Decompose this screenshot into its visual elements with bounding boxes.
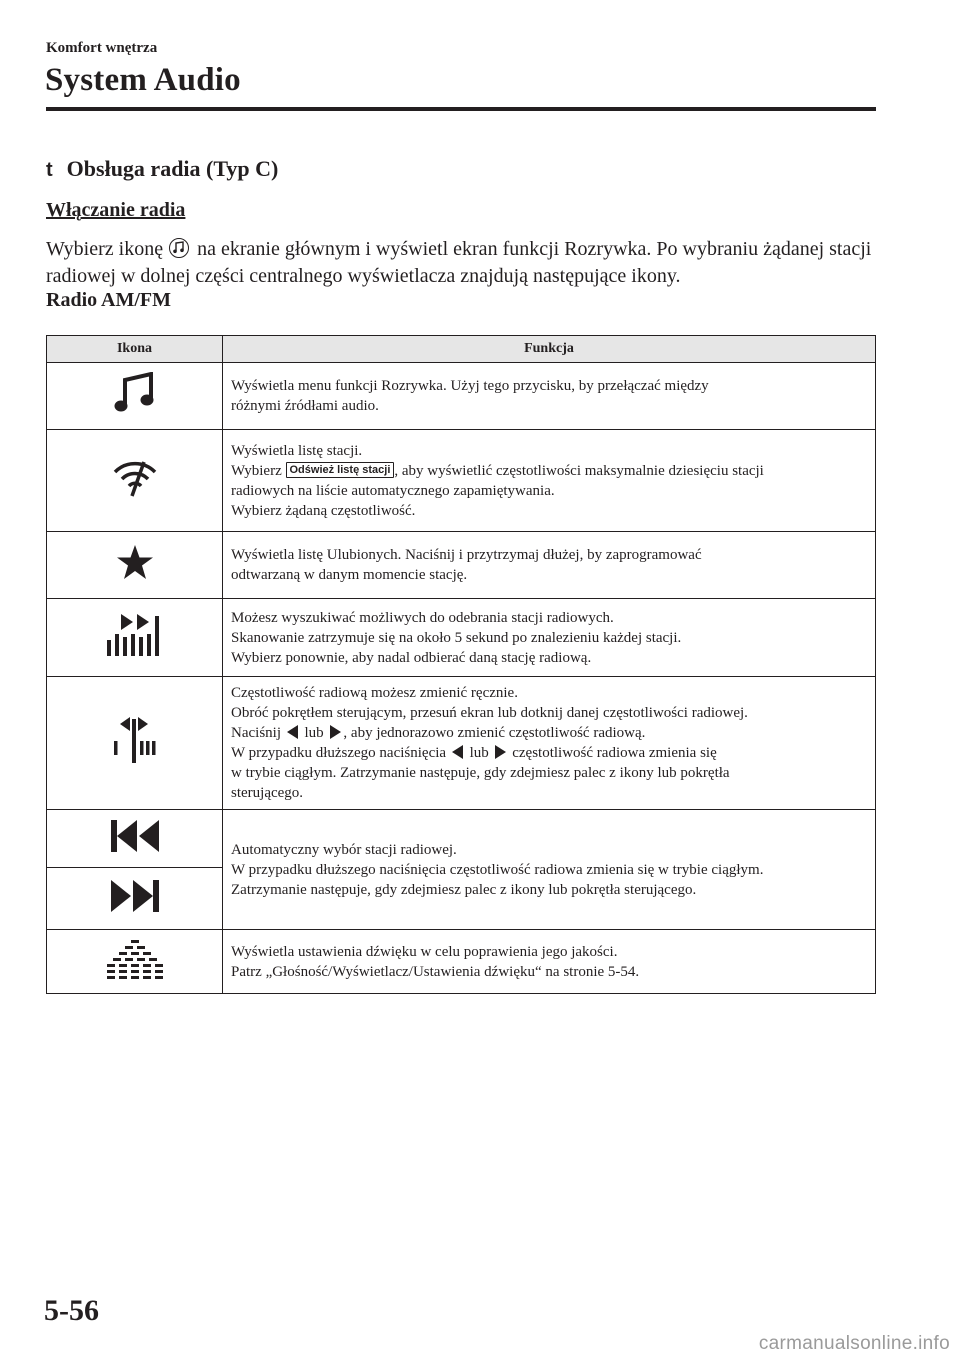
radio-signal-icon — [112, 458, 158, 498]
row-scan-line1: Możesz wyszukiwać możliwych do odebrania stacji radiowych. — [231, 609, 614, 626]
row-stations-line3: radiowych na liście automatycznego zapamiętywania. — [231, 482, 555, 499]
star-icon — [116, 544, 154, 580]
row-seek-line2: W przypadku dłuższego naciśnięcia częstotliwość radiowa zmienia się w trybie ciągłym. — [231, 861, 764, 878]
skip-previous-icon — [109, 818, 161, 854]
row-tune-line3b: lub — [304, 725, 324, 741]
row-tune-line4c: częstotliwość radiowa zmienia się — [512, 745, 717, 761]
scan-icon — [103, 612, 167, 658]
icon-function-table — [46, 335, 876, 994]
table-row — [47, 363, 876, 430]
refresh-station-list-button[interactable]: Odśwież listę stacji — [286, 462, 395, 478]
table-row — [47, 430, 876, 532]
row-stations-line1: Wyświetla listę stacji. — [231, 442, 363, 459]
chapter-title: System Audio — [45, 62, 241, 98]
row-scan-line3: Wybierz ponownie, aby nadal odbierać daną stację radiową. — [231, 649, 592, 666]
row-tune-line3a: Naciśnij — [231, 725, 281, 741]
row-tune-line5: w trybie ciągłym. Zatrzymanie następuje, gdy zdejmiesz palec z ikony lub pokrętła — [231, 765, 730, 781]
table-header-row — [47, 336, 876, 363]
row-favorites-line2: odtwarzaną w danym momencie stację. — [231, 567, 468, 583]
row-scan-line2: Skanowanie zatrzymuje się na około 5 sekund po znalezieniu każdej stacji. — [231, 629, 682, 646]
row-stations-line2a: Wybierz — [231, 462, 282, 479]
row-tune-line4b: lub — [469, 745, 489, 761]
row-sound-line1: Wyświetla ustawienia dźwięku w celu poprawienia jego jakości. — [231, 943, 618, 960]
row-stations-line2b: , aby wyświetlić częstotliwości maksymalnie dziesięciu stacji — [394, 462, 764, 479]
row-sound-line2: Patrz „Głośność/Wyświetlacz/Ustawienia dźwięku“ na stronie 5-54. — [231, 963, 640, 980]
table-row — [47, 532, 876, 599]
column-header-function: Funkcja — [223, 336, 876, 363]
table-row — [47, 810, 876, 868]
skip-next-icon — [109, 878, 161, 914]
header-divider — [46, 107, 876, 111]
intro-paragraph — [46, 236, 896, 290]
column-header-icon: Ikona — [47, 336, 223, 363]
section-title-text: Obsługa radia (Typ C) — [66, 156, 279, 181]
row-entertainment-line1: Wyświetla menu funkcji Rozrywka. Użyj tego przycisku, by przełączać między — [231, 378, 709, 394]
table-row — [47, 677, 876, 810]
table-row — [47, 930, 876, 994]
row-tune-line6: sterującego. — [231, 785, 304, 801]
row-entertainment-line2: różnymi źródłami audio. — [231, 398, 379, 414]
row-seek-line3: Zatrzymanie następuje, gdy zdejmiesz palec z ikony lub pokrętła sterującego. — [231, 881, 697, 898]
manual-tune-icon — [110, 715, 160, 765]
row-tune-line3c: , aby jednorazowo zmienić częstotliwość radiową. — [343, 725, 646, 741]
intro-text-2: na ekranie głównym i wyświetl ekran funkcji Rozrywka. Po wybraniu żądanej stacji radiowej w dolnej części centralnego wyświetlacza znajdują następujące ikony. — [46, 238, 872, 287]
section-title — [46, 156, 278, 182]
chapter-subtitle: Komfort wnętrza — [46, 40, 158, 56]
sound-settings-icon — [106, 938, 164, 980]
page-number: 5-56 — [44, 1294, 99, 1327]
subheading-radio-on: Włączanie radia — [46, 199, 186, 221]
table-row — [47, 599, 876, 677]
section-bullet: t — [46, 159, 53, 181]
intro-text-1: Wybierz ikonę — [46, 238, 164, 260]
triangle-left-icon — [287, 725, 299, 739]
triangle-right-icon — [329, 725, 341, 739]
row-favorites-line1: Wyświetla listę Ulubionych. Naciśnij i przytrzymaj dłużej, by zaprogramować — [231, 547, 702, 563]
row-tune-line2: Obróć pokrętłem sterującym, przesuń ekran lub dotknij danej częstotliwości radiowej. — [231, 705, 748, 721]
row-tune-line4a: W przypadku dłuższego naciśnięcia — [231, 745, 447, 761]
row-stations-line4: Wybierz żądaną częstotliwość. — [231, 502, 416, 519]
triangle-left-icon — [452, 745, 464, 759]
watermark: carmanualsonline.info — [758, 1333, 950, 1354]
music-note-icon — [113, 372, 157, 414]
row-seek-line1: Automatyczny wybór stacji radiowej. — [231, 841, 457, 858]
entertainment-note-icon — [169, 238, 189, 258]
triangle-right-icon — [494, 745, 506, 759]
row-tune-line1: Częstotliwość radiową możesz zmienić ręcznie. — [231, 685, 518, 701]
radio-am-fm-label: Radio AM/FM — [46, 289, 171, 311]
